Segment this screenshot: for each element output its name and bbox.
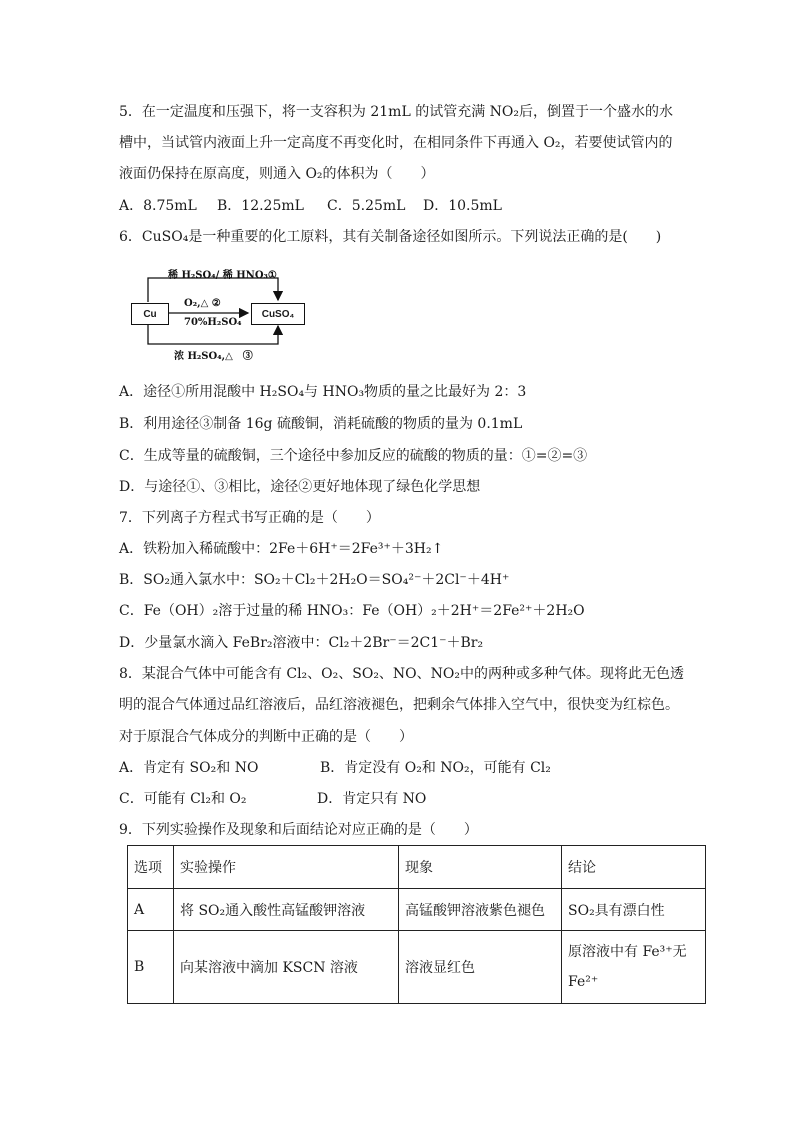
q8-option-a[interactable]: A．肯定有 SO₂和 NO [119, 760, 259, 776]
q5-option-a[interactable]: A．8.75mL [119, 198, 197, 214]
q5-stem-line-1: 5．在一定温度和压强下，将一支容积为 21mL 的试管充满 NO₂后，倒置于一个盛水的水 [119, 104, 673, 120]
q5-option-b[interactable]: B．12.25mL [217, 198, 304, 214]
row-b-option: B [128, 931, 174, 1004]
table-row [128, 931, 706, 1004]
row-a-conclusion: SO₂具有漂白性 [562, 889, 706, 931]
route-2-label-top: O₂,△ ② [184, 298, 221, 309]
q7-option-d[interactable]: D．少量氯水滴入 FeBr₂溶液中：Cl₂＋2Br⁻＝2C1⁻＋Br₂ [119, 635, 484, 651]
experiment-table [127, 845, 706, 1004]
q5-option-d[interactable]: D．10.5mL [423, 198, 502, 214]
q8-stem-line-2: 明的混合气体通过品红溶液后，品红溶液褪色，把剩余气体排入空气中，很快变为红棕色。 [119, 697, 679, 713]
row-b-conclusion: 原溶液中有 Fe³⁺无 Fe²⁺ [562, 931, 706, 1004]
q6-option-c[interactable]: C．生成等量的硫酸铜，三个途径中参加反应的硫酸的物质的量：①=②=③ [119, 448, 588, 464]
row-a-option: A [128, 889, 174, 931]
q6-option-a[interactable]: A．途径①所用混酸中 H₂SO₄与 HNO₃物质的量之比最好为 2：3 [119, 384, 527, 400]
q6-stem: 6．CuSO₄是一种重要的化工原料，其有关制备途径如图所示。下列说法正确的是( ) [119, 229, 662, 245]
q8-option-b[interactable]: B．肯定没有 O₂和 NO₂，可能有 Cl₂ [320, 760, 551, 776]
table-row [128, 889, 706, 931]
q5-stem-line-2: 槽中，当试管内液面上升一定高度不再变化时，在相同条件下再通入 O₂，若要使试管内的 [119, 135, 673, 151]
q8-stem-line-1: 8．某混合气体中可能含有 Cl₂、O₂、SO₂、NO、NO₂中的两种或多种气体。现将此无色透 [119, 666, 684, 682]
cuso4-route-diagram [128, 262, 308, 362]
q7-stem: 7．下列离子方程式书写正确的是（ ） [119, 510, 380, 526]
row-b-operation: 向某溶液中滴加 KSCN 溶液 [174, 931, 399, 1004]
cuso4-box: CuSO₄ [251, 303, 305, 325]
route-2-label-bottom: 70%H₂SO₄ [184, 317, 242, 328]
route-1-label: 稀 H₂SO₄/ 稀 HNO₃① [168, 270, 277, 281]
table-header-row [128, 846, 706, 889]
q7-option-a[interactable]: A．铁粉加入稀硫酸中：2Fe＋6H⁺＝2Fe³⁺＋3H₂↑ [119, 541, 444, 557]
q5-option-c[interactable]: C．5.25mL [327, 198, 406, 214]
q8-option-c[interactable]: C．可能有 Cl₂和 O₂ [119, 791, 247, 807]
q9-stem: 9．下列实验操作及现象和后面结论对应正确的是（ ） [119, 822, 478, 838]
q5-stem-line-3: 液面仍保持在原高度，则通入 O₂的体积为（ ） [119, 166, 435, 182]
cu-box: Cu [131, 303, 169, 325]
q6-option-d[interactable]: D．与途径①、③相比，途径②更好地体现了绿色化学思想 [119, 479, 481, 495]
q8-stem-line-3: 对于原混合气体成分的判断中正确的是（ ） [119, 729, 413, 745]
route-3-label: 浓 H₂SO₄,△ ③ [174, 351, 253, 362]
header-conclusion: 结论 [562, 846, 706, 889]
header-option: 选项 [128, 846, 174, 889]
q8-option-d[interactable]: D．肯定只有 NO [317, 791, 427, 807]
header-operation: 实验操作 [174, 846, 399, 889]
q6-option-b[interactable]: B．利用途径③制备 16g 硫酸铜，消耗硫酸的物质的量为 0.1mL [119, 416, 523, 432]
row-b-phenomenon: 溶液显红色 [399, 931, 562, 1004]
q7-option-c[interactable]: C．Fe（OH）₂溶于过量的稀 HNO₃：Fe（OH）₂＋2H⁺＝2Fe²⁺＋2H₂O [119, 603, 585, 619]
row-a-operation: 将 SO₂通入酸性高锰酸钾溶液 [174, 889, 399, 931]
q7-option-b[interactable]: B．SO₂通入氯水中：SO₂＋Cl₂＋2H₂O＝SO₄²⁻＋2Cl⁻＋4H⁺ [119, 572, 510, 588]
header-phenomenon: 现象 [399, 846, 562, 889]
row-a-phenomenon: 高锰酸钾溶液紫色褪色 [399, 889, 562, 931]
